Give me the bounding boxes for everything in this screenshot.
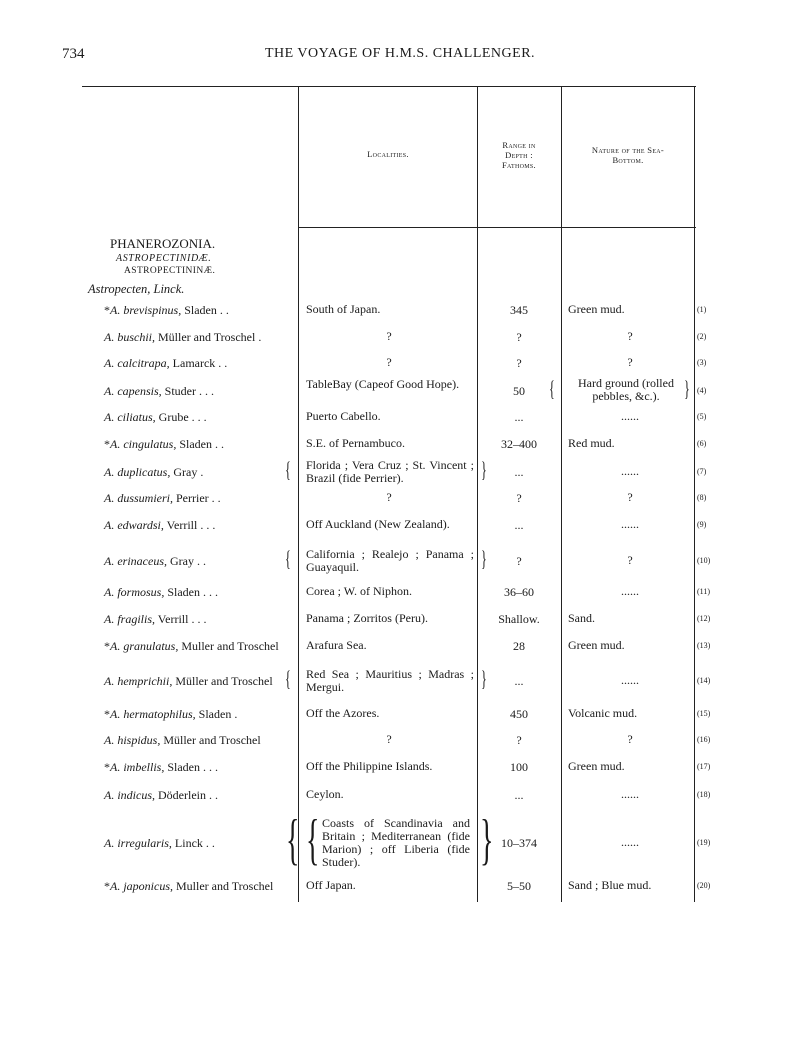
brace-mark: { — [549, 376, 555, 401]
depth-range: Shallow. — [498, 612, 540, 626]
sea-bottom: Green mud. — [568, 759, 625, 773]
new-species-mark: * — [104, 437, 110, 451]
sea-bottom: Red mud. — [568, 436, 615, 450]
species-binomial: A. hispidus, — [104, 733, 161, 747]
species-name — [104, 437, 294, 451]
brace-mark: { — [285, 666, 291, 691]
locality: Off the Philippine Islands. — [306, 759, 433, 773]
depth-range: ... — [514, 518, 524, 532]
locality: South of Japan. — [306, 302, 381, 316]
species-author: Studer . — [161, 384, 202, 398]
locality: Off Auckland (New Zealand). — [306, 517, 450, 531]
species-binomial: A. hemprichii, — [104, 674, 173, 688]
species-name — [104, 356, 294, 370]
sea-bottom: ? — [627, 490, 633, 504]
species-author: Sladen — [176, 437, 212, 451]
reference-number: (10) — [697, 556, 711, 565]
locality: ? — [386, 490, 392, 504]
leader-dots: . . — [208, 491, 221, 505]
species-binomial: A. hermatophilus, — [110, 707, 196, 721]
leader-dots: . . — [215, 356, 228, 370]
species-author: Lamarck — [169, 356, 216, 370]
depth-range: ... — [514, 788, 524, 802]
locality: Ceylon. — [306, 787, 344, 801]
depth-range: ? — [516, 356, 522, 370]
species-name — [104, 491, 294, 505]
species-name — [104, 384, 294, 398]
sea-bottom: ...... — [621, 835, 639, 849]
sea-bottom: Volcanic mud. — [568, 706, 638, 720]
reference-number: (7) — [697, 467, 707, 476]
species-binomial: A. erinaceus, — [104, 554, 167, 568]
species-binomial: A. brevispinus, — [110, 303, 182, 317]
species-binomial: A. capensis, — [104, 384, 162, 398]
locality: Off Japan. — [306, 878, 356, 892]
sea-bottom: ...... — [621, 673, 639, 687]
species-name — [104, 788, 294, 802]
species-name — [104, 639, 294, 653]
reference-number: (4) — [697, 386, 707, 395]
locality: Florida ; Vera Cruz ; St. Vincent ; Brazil (fide Perrier). — [306, 458, 474, 485]
sea-bottom: ...... — [621, 409, 639, 423]
depth-range: 50 — [513, 384, 525, 398]
depth-range: ? — [516, 330, 522, 344]
species-author: Sladen . — [195, 707, 238, 721]
locality: TableBay (Capeof Good Hope). — [306, 377, 460, 391]
sea-bottom: ? — [627, 732, 633, 746]
locality: Corea ; W. of Niphon. — [306, 584, 412, 598]
leader-dots: . — [208, 836, 215, 850]
species-name — [104, 330, 294, 344]
brace-mark: { — [306, 809, 320, 871]
species-binomial: A. fragilis, — [104, 612, 156, 626]
column-rule — [298, 87, 299, 902]
locality: Red Sea ; Mauritius ; Madras ; Mergui. — [306, 667, 474, 694]
species-name — [104, 585, 294, 599]
locality: Off the Azores. — [306, 706, 380, 720]
depth-range: ... — [514, 465, 524, 479]
leader-dots: . . . — [188, 410, 207, 424]
species-binomial: A. cingulatus, — [110, 437, 177, 451]
brace-mark: } — [481, 457, 487, 482]
locality: ? — [386, 355, 392, 369]
leader-dots: . . . — [200, 760, 218, 774]
species-name — [104, 760, 294, 774]
species-binomial: A. granulatus, — [110, 639, 179, 653]
leader-dots: . . — [206, 585, 219, 599]
brace-mark: } — [684, 376, 690, 401]
locality: ? — [386, 732, 392, 746]
species-author: Verrill . — [163, 518, 204, 532]
species-binomial: A. duplicatus, — [104, 465, 171, 479]
running-title: THE VOYAGE OF H.M.S. CHALLENGER. — [264, 46, 536, 61]
bottom-header-line: Bottom. — [612, 154, 644, 165]
species-name — [104, 465, 294, 479]
species-name — [104, 303, 294, 317]
depth-header — [478, 141, 560, 170]
depth-range: 32–400 — [501, 437, 537, 451]
depth-range: ? — [516, 491, 522, 505]
species-name — [104, 707, 294, 721]
species-name — [104, 733, 294, 747]
leader-dots: . . — [203, 518, 216, 532]
reference-number: (13) — [697, 641, 711, 650]
depth-range: 36–60 — [504, 585, 534, 599]
leader-dots: . . — [216, 303, 229, 317]
header-rule — [298, 227, 696, 228]
locality: Puerto Cabello. — [306, 409, 381, 423]
new-species-mark: * — [104, 303, 110, 317]
species-author: Sladen — [181, 303, 217, 317]
brace-mark: { — [285, 457, 291, 482]
species-binomial: A. indicus, — [104, 788, 155, 802]
new-species-mark: * — [104, 639, 110, 653]
locality: Coasts of Scandinavia and Britain ; Mediterranean (fide Marion) ; off Liberia (fide Studer). — [322, 816, 470, 869]
depth-range: ... — [514, 674, 524, 688]
depth-header-line: Range in — [502, 140, 536, 150]
species-binomial: A. formosus, — [104, 585, 165, 599]
sea-bottom: Green mud. — [568, 302, 625, 316]
brace-mark: } — [480, 809, 494, 871]
reference-number: (1) — [697, 305, 707, 314]
species-author: Müller and Troschel — [160, 733, 261, 747]
column-rule — [694, 87, 695, 902]
sea-bottom: ...... — [621, 584, 639, 598]
locality: Arafura Sea. — [306, 638, 367, 652]
reference-number: (6) — [697, 439, 707, 448]
locality: ? — [386, 329, 392, 343]
sea-bottom: Green mud. — [568, 638, 625, 652]
species-author: Müller and Troschel . — [155, 330, 262, 344]
species-name — [104, 410, 294, 424]
depth-range: ? — [516, 733, 522, 747]
leader-dots: . . — [205, 788, 218, 802]
species-author: Muller and Troschel — [173, 879, 274, 893]
sea-bottom: ...... — [621, 517, 639, 531]
sea-bottom: Sand. — [568, 611, 595, 625]
family-heading: ASTROPECTINIDÆ. — [116, 253, 212, 264]
bottom-header-line: Nature of the Sea- — [591, 145, 665, 155]
reference-number: (2) — [697, 332, 707, 341]
species-author: Muller and Troschel — [178, 639, 279, 653]
reference-number: (8) — [697, 493, 707, 502]
species-author: Linck . — [171, 836, 209, 850]
reference-number: (16) — [697, 735, 711, 744]
brace-mark: { — [286, 809, 300, 871]
depth-range: ? — [516, 554, 522, 568]
species-name — [104, 674, 294, 688]
species-author: Gray . — [170, 465, 204, 479]
sea-bottom: Sand ; Blue mud. — [568, 878, 652, 892]
species-author: Verrill — [155, 612, 189, 626]
table-top-rule — [82, 86, 696, 87]
brace-mark: } — [481, 546, 487, 571]
column-rule — [561, 87, 562, 902]
reference-number: (12) — [697, 614, 711, 623]
reference-number: (14) — [697, 676, 711, 685]
species-binomial: A. buschii, — [104, 330, 155, 344]
depth-range: 28 — [513, 639, 525, 653]
leader-dots: . . — [212, 437, 224, 451]
species-binomial: A. japonicus, — [110, 879, 173, 893]
reference-number: (5) — [697, 412, 707, 421]
new-species-mark: * — [104, 879, 110, 893]
depth-header-line: Fathoms. — [502, 159, 536, 170]
reference-number: (19) — [697, 838, 711, 847]
reference-number: (15) — [697, 709, 711, 718]
column-rule — [477, 87, 478, 902]
species-binomial: A. calcitrapa, — [104, 356, 170, 370]
depth-range: 450 — [510, 707, 528, 721]
sea-bottom: ? — [627, 355, 633, 369]
leader-dots: . . — [202, 384, 214, 398]
genus-heading: Astropecten, Linck. — [88, 282, 185, 296]
reference-number: (17) — [697, 762, 711, 771]
locality: S.E. of Pernambuco. — [306, 436, 405, 450]
brace-mark: { — [285, 546, 291, 571]
depth-range: 5–50 — [507, 879, 531, 893]
species-name — [104, 836, 294, 850]
leader-dots: . — [199, 554, 206, 568]
species-binomial: A. irregularis, — [104, 836, 172, 850]
locality: Panama ; Zorritos (Peru). — [306, 611, 428, 625]
species-author: Grube — [155, 410, 189, 424]
depth-range: 100 — [510, 760, 528, 774]
depth-header-line: Depth : — [505, 149, 533, 160]
depth-range: ... — [514, 410, 524, 424]
species-binomial: A. dussumieri, — [104, 491, 173, 505]
order-heading: PHANEROZONIA. — [110, 236, 216, 251]
brace-mark: } — [481, 666, 487, 691]
reference-number: (20) — [697, 881, 711, 890]
sea-bottom: ? — [627, 553, 633, 567]
species-binomial: A. ciliatus, — [104, 410, 156, 424]
depth-range: 345 — [510, 303, 528, 317]
sea-bottom: ...... — [621, 464, 639, 478]
reference-number: (11) — [697, 587, 711, 596]
species-author: Müller and Troschel — [172, 674, 273, 688]
species-name — [104, 554, 294, 568]
species-name — [104, 612, 294, 626]
new-species-mark: * — [104, 707, 110, 721]
depth-range: 10–374 — [501, 836, 537, 850]
species-author: Sladen . — [164, 585, 207, 599]
new-species-mark: * — [104, 760, 110, 774]
locality: California ; Realejo ; Panama ; Guayaquil. — [306, 547, 474, 574]
reference-number: (9) — [697, 520, 707, 529]
localities-header: Localities. — [367, 149, 409, 159]
sea-bottom: ...... — [621, 787, 639, 801]
species-name — [104, 879, 294, 893]
species-author: Döderlein — [155, 788, 206, 802]
species-author: Gray . — [166, 554, 200, 568]
page-number: 734 — [62, 46, 85, 62]
sea-bottom: ? — [627, 329, 633, 343]
species-author: Perrier — [173, 491, 209, 505]
sea-bottom: Hard ground (rolled pebbles, &c.). — [578, 376, 674, 403]
species-author: Sladen — [164, 760, 200, 774]
bottom-header — [562, 146, 694, 166]
species-binomial: A. imbellis, — [110, 760, 165, 774]
species-binomial: A. edwardsi, — [104, 518, 164, 532]
subfamily-heading: ASTROPECTININÆ. — [124, 266, 216, 276]
species-name — [104, 518, 294, 532]
leader-dots: . . . — [188, 612, 207, 626]
reference-number: (18) — [697, 790, 711, 799]
reference-number: (3) — [697, 358, 707, 367]
